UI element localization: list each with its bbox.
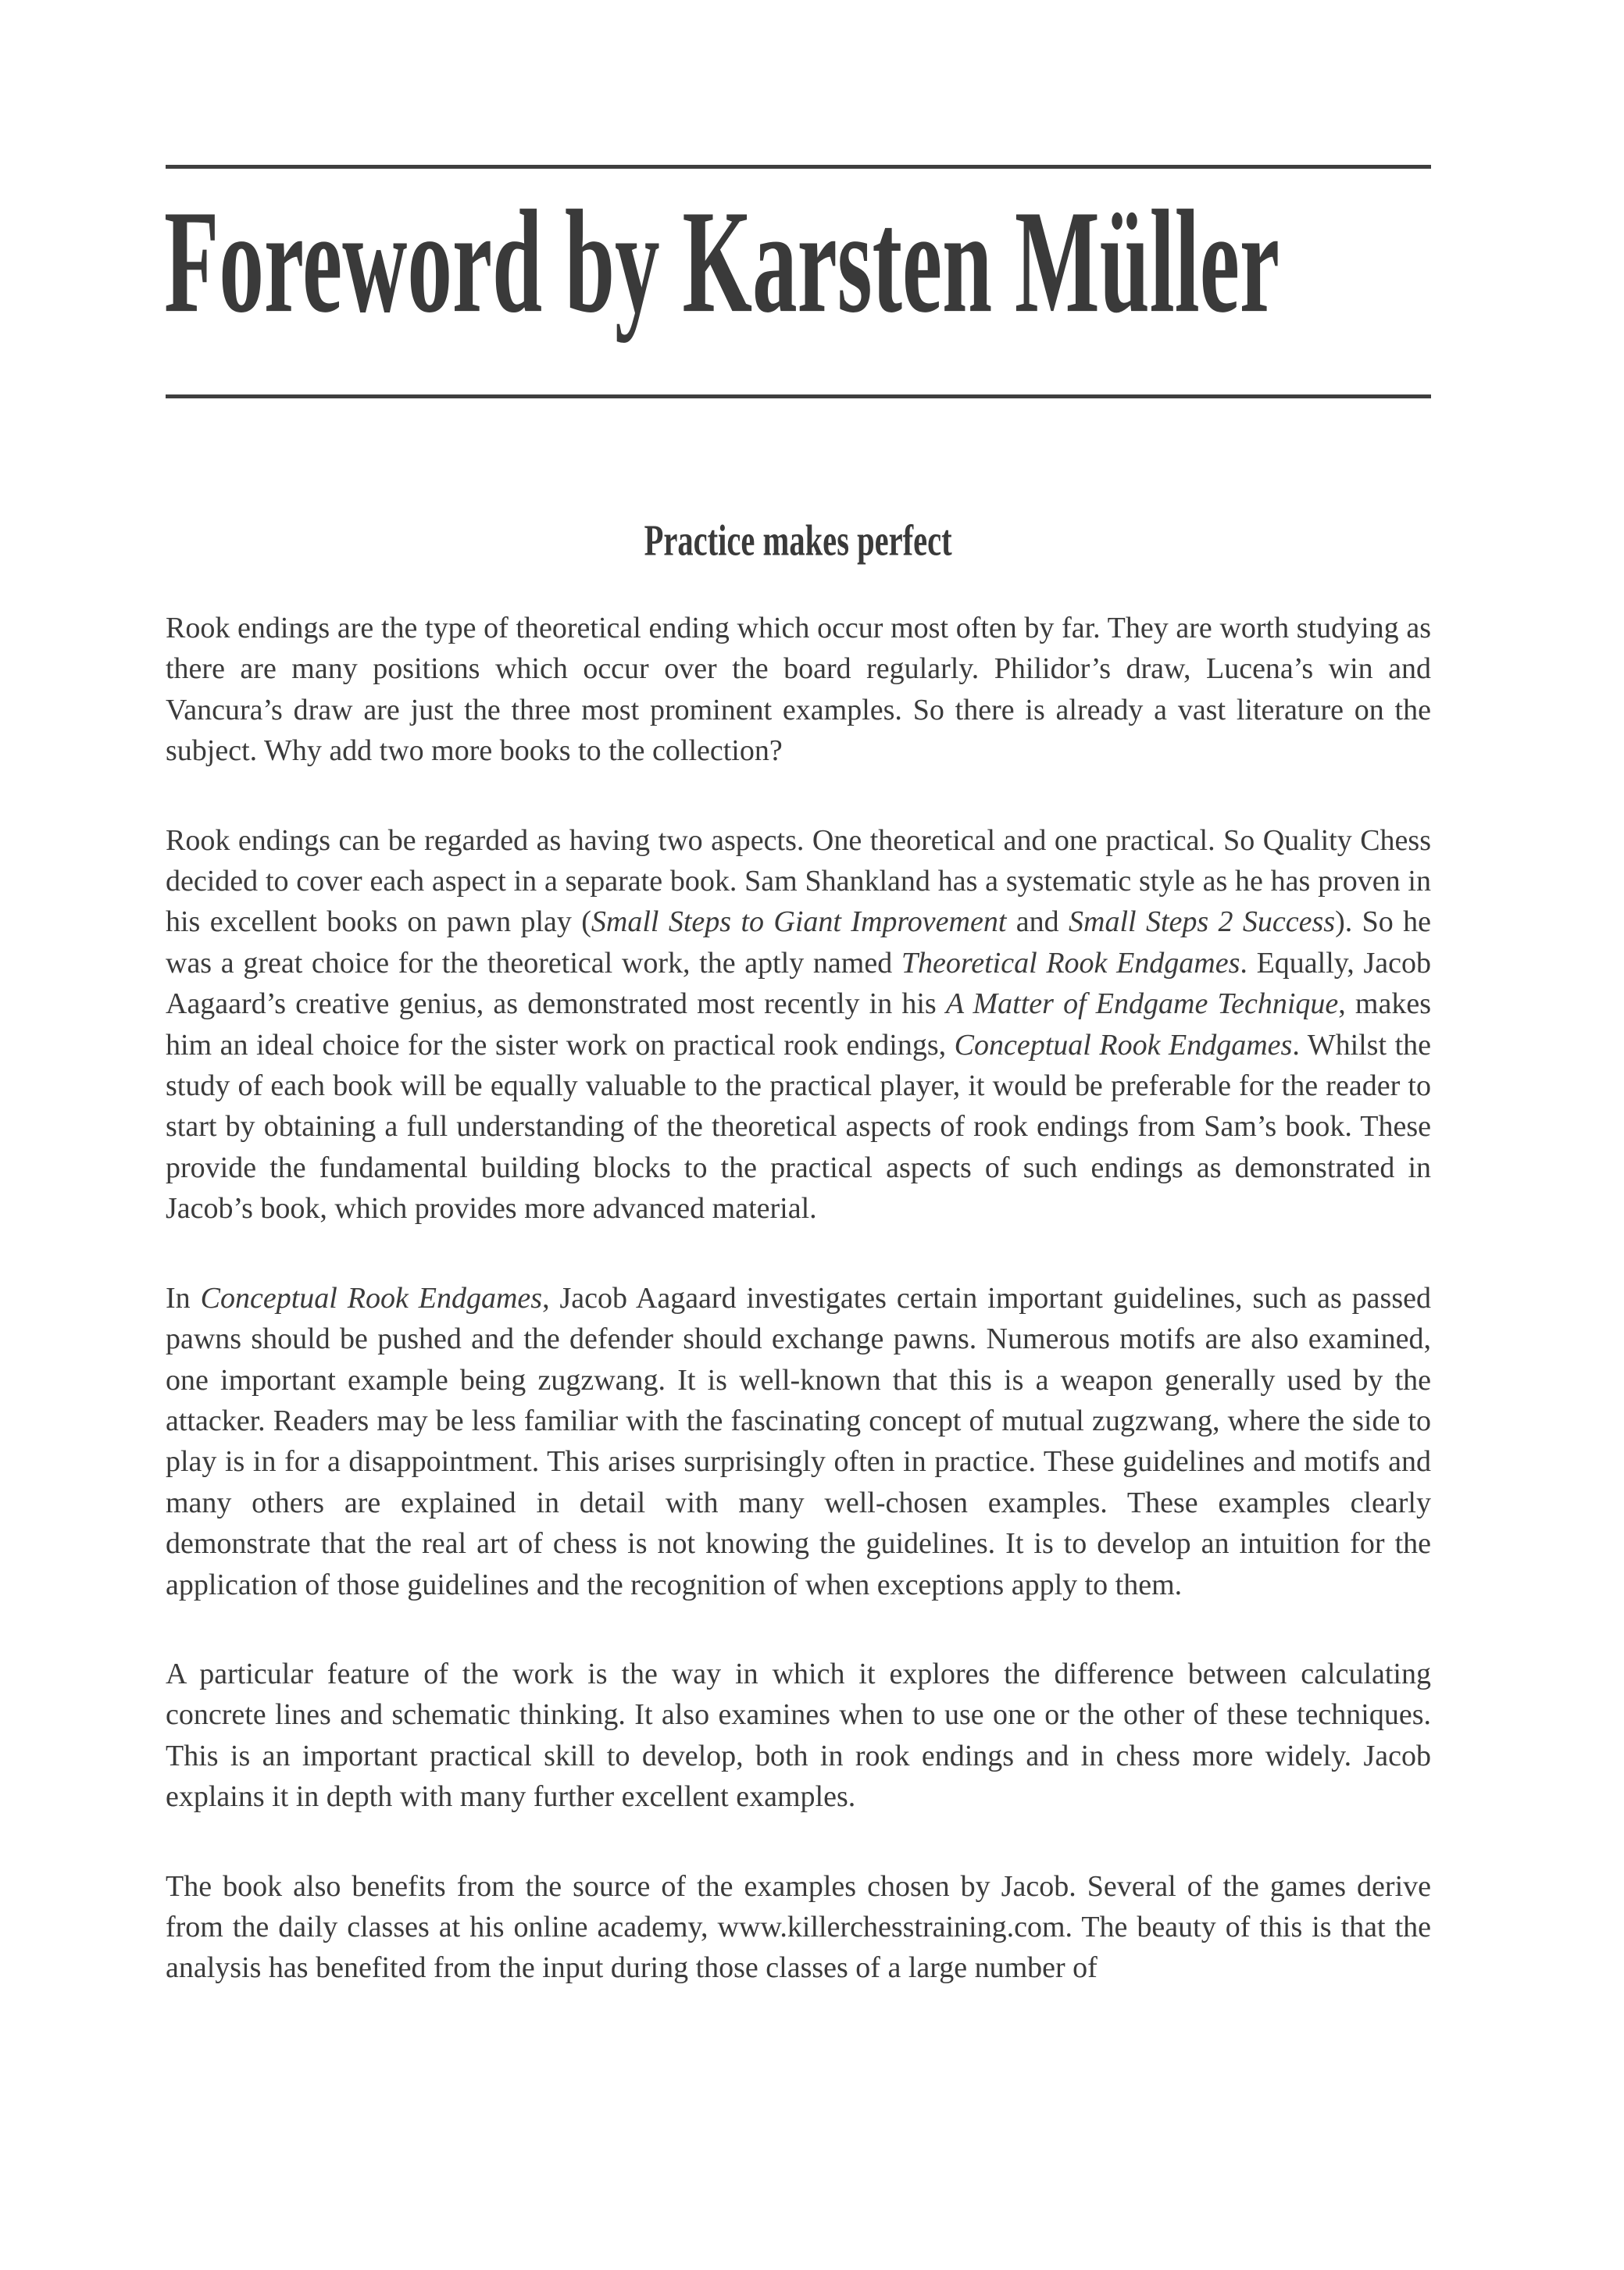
foreword-paragraph: The book also benefits from the source of the examples chosen by Jacob. Several of the games derive from the daily classes at his online academy, www.killerchesstraining.com. The beauty of this is that the analysis has benefited from the input during those classes of a large number of [166, 1869, 1431, 1985]
page-title: Foreword by Karsten Müller [164, 179, 1280, 344]
foreword-body [166, 608, 1431, 2037]
foreword-paragraph: Rook endings can be regarded as having two aspects. One theoretical and one practical. So Quality Chess decided to cover each aspect in a separate book. Sam Shankland has a systematic style as he has proven in his excellent books on pawn play (Small Steps to Giant Improvement and Small Steps 2 Success). So he was a great choice for the theoretical work, the aptly named Theoretical Rook Endgames. Equally, Jacob Aagaard’s creative genius, as demonstrated most recently in his A Matter of Endgame Technique, makes him an ideal choice for the sister work on practical rook endings, Conceptual Rook Endgames. Whilst the study of each book will be equally valuable to the practical player, it would be preferable for the reader to start by obtaining a full understanding of the theoretical aspects of rook endings from Sam’s book. These provide the fundamental building blocks to the practical aspects of such endings as demonstrated in Jacob’s book, which provides more advanced material. [166, 823, 1432, 1226]
title-rule-bottom [166, 394, 1431, 398]
foreword-paragraph: In Conceptual Rook Endgames, Jacob Aagaard investigates certain important guidelines, such as passed pawns should be pushed and the defender should exchange pawns. Numerous motifs are also examined, one important example being zugzwang. It is well-known that this is a weapon generally used by the attacker. Readers may be less familiar with the fascinating concept of mutual zugzwang, where the side to play is in for a disappointment. This arises surprisingly often in practice. These guidelines and motifs and many others are explained in detail with many well-chosen examples. These examples clearly demonstrate that the real art of chess is not knowing the guidelines. It is to develop an intuition for the application of those guidelines and the recognition of when exceptions apply to them. [166, 1281, 1431, 1601]
foreword-paragraph: A particular feature of the work is the way in which it explores the difference between calculating concrete lines and schematic thinking. It also examines when to use one or the other of these techniques. This is an important practical skill to develop, both in rook endings and in chess more widely. Jacob explains it in depth with many further excellent examples. [166, 1657, 1431, 1814]
section-subtitle: Practice makes perfect [644, 517, 953, 566]
title-rule-top [166, 165, 1431, 169]
foreword-paragraph: Rook endings are the type of theoretical ending which occur most often by far. They are worth studying as there are many positions which occur over the board regularly. Philidor’s draw, Lucena’s win and Vancura’s draw are just the three most prominent examples. So there is already a vast literature on the subject. Why add two more books to the collection? [166, 612, 1431, 768]
section-subtitle-wrap [166, 517, 1431, 566]
